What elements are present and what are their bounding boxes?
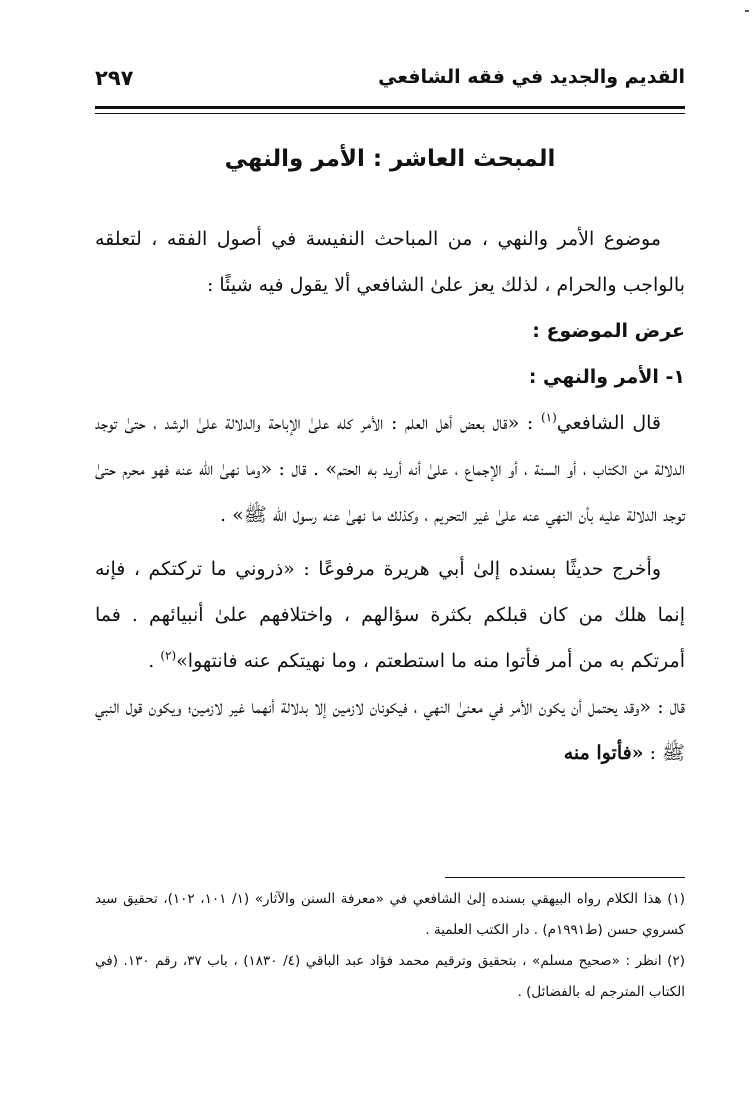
hadith-paragraph [95, 546, 685, 684]
subheading-command-prohibition: ١- الأمر والنهي : [528, 366, 685, 388]
header-rule-thin [95, 113, 685, 114]
hadith-end: . [148, 650, 161, 672]
body-text [95, 216, 685, 776]
section-heading: المبحث العاشر : الأمر والنهي [224, 146, 556, 172]
shafii-quote-start: قال الشافعي [556, 412, 662, 434]
interpretation-text: قال : «وقد يحتمل أن يكون الأمر في معنىٰ النهي ، فيكونان لازمين إلا بدلالة أنهما غير لازمين؛ ويكون قول النبي ﷺ : [95, 696, 685, 764]
running-header [95, 64, 685, 104]
interpretation-paragraph [95, 684, 685, 776]
footnote-ref-2: (٢) [160, 648, 177, 663]
footnote-ref-1: (١) [540, 410, 557, 425]
footnotes [95, 884, 685, 1008]
footnote-2: (٢) انظر : «صحيح مسلم» ، بتحقيق وترقيم محمد فؤاد عبد الباقي (٤/ ١٨٣٠) ، باب ٣٧، رقم ١٣٠. (في الكتاب المترجم له بالفضائل) . [95, 953, 685, 1000]
interpretation-bold-quote: «فأتوا منه [563, 742, 644, 764]
scan-speck [745, 10, 749, 12]
page-number: ٢٩٧ [95, 66, 134, 90]
footnote-separator [445, 877, 685, 878]
footnote-1: (١) هذا الكلام رواه البيهقي بسنده إلىٰ الشافعي في «معرفة السنن والآثار» (١/ ١٠١، ١٠٢)، تحقيق سيد كسروي حسن (ط١٩٩١م) . دار الكتب العلمية . [95, 891, 686, 938]
subheading-topic-presentation: عرض الموضوع : [532, 320, 685, 342]
intro-paragraph: موضوع الأمر والنهي ، من المباحث النفيسة في أصول الفقه ، لتعلقه بالواجب والحرام ، لذلك يعز علىٰ الشافعي ألا يقول فيه شيئًا : [95, 228, 685, 296]
hadith-text: وأخرج حديثًا بسنده إلىٰ أبي هريرة مرفوعًا : «ذروني ما تركتكم ، فإنه إنما هلك من كان قبلكم بكثرة سؤالهم ، واختلافهم علىٰ أنبيائهم . فما أمرتكم به من أمر فأتوا منه ما استطعتم ، وما نهيتكم عنه فانتهوا» [95, 558, 685, 672]
shafii-quote-paragraph [95, 400, 685, 538]
shafii-quote-text: : «قال بعض أهل العلم : الأمر كله علىٰ الإباحة والدلالة علىٰ الرشد ، حتىٰ توجد الدلالة من الكتاب ، أو السنة ، أو الإجماع ، علىٰ أنه أريد به الحتم» . قال : «وما نهىٰ اللّٰه عنه فهو محرم حتىٰ توجد الدلالة عليه بأن النهي عنه علىٰ غير التحريم ، وكذلك ما نهىٰ عنه رسول اللّٰه ﷺ» . [95, 412, 685, 526]
header-rule-thick [95, 106, 685, 109]
header-title: القديم والجديد في فقه الشافعي [378, 66, 685, 88]
